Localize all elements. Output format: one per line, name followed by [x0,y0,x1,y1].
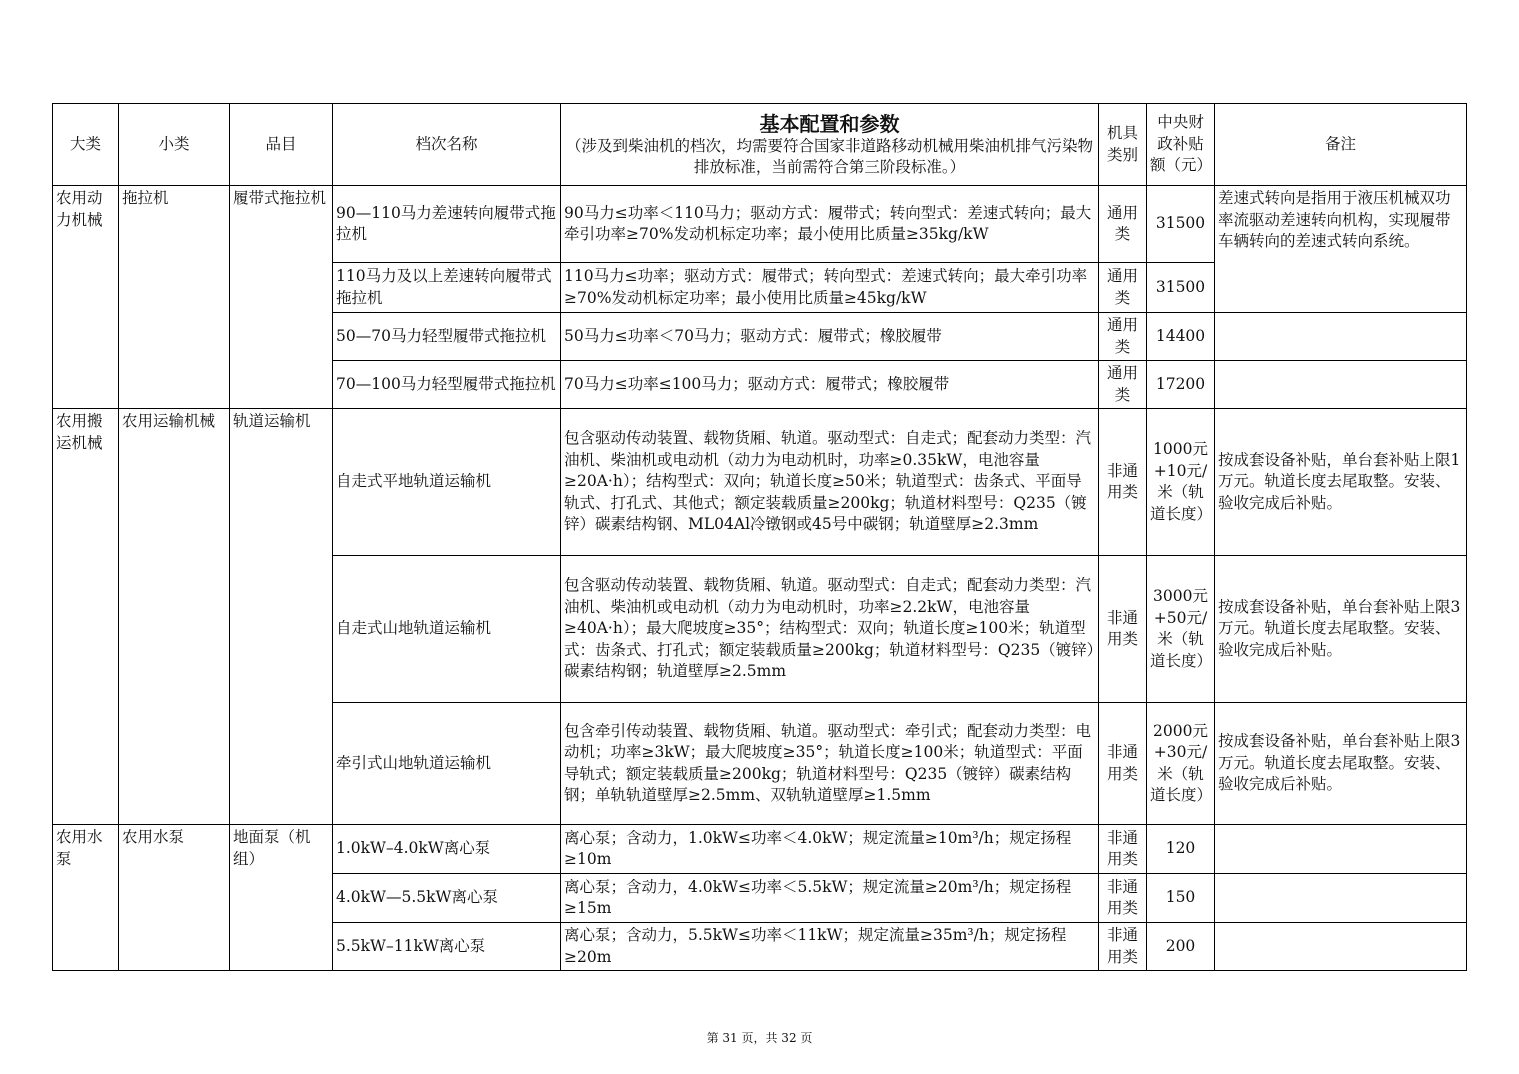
grade-name-cell: 70—100马力轻型履带式拖拉机 [333,361,561,409]
machine-type-cell: 非通用类 [1099,409,1147,556]
item-cell: 轨道运输机 [230,409,333,825]
machine-type-cell: 非通用类 [1099,874,1147,923]
machine-type-cell: 通用类 [1099,313,1147,361]
grade-name-cell: 牵引式山地轨道运输机 [333,703,561,825]
remark-cell: 按成套设备补贴，单台套补贴上限1万元。轨道长度去尾取整。安装、验收完成后补贴。 [1215,409,1467,556]
machine-type-cell: 非通用类 [1099,556,1147,703]
machine-type-cell: 通用类 [1099,361,1147,409]
subsidy-cell: 2000元+30元/米（轨道长度） [1147,703,1215,825]
grade-name-cell: 自走式山地轨道运输机 [333,556,561,703]
remark-cell [1215,825,1467,874]
subsidy-cell: 31500 [1147,263,1215,313]
machine-type-cell: 非通用类 [1099,825,1147,874]
machine-type-cell: 通用类 [1099,263,1147,313]
grade-name-cell: 110马力及以上差速转向履带式拖拉机 [333,263,561,313]
remark-cell [1215,313,1467,361]
header-subsidy: 中央财政补贴额（元） [1147,104,1215,186]
config-cell: 50马力≤功率＜70马力；驱动方式：履带式；橡胶履带 [561,313,1099,361]
table-row [53,409,1467,556]
config-cell: 包含驱动传动装置、载物货厢、轨道。驱动型式：自走式；配套动力类型：汽油机、柴油机或电动机（动力为电动机时，功率≥2.2kW，电池容量≥40A·h）；最大爬坡度≥35°；结构型式：双向；轨道长度≥100米；轨道型式：齿条式、打孔式；额定装载质量≥200kg；轨道材料型号：Q235（镀锌）碳素结构钢；轨道壁厚≥2.5mm [561,556,1099,703]
header-item: 品目 [230,104,333,186]
config-cell: 包含驱动传动装置、载物货厢、轨道。驱动型式：自走式；配套动力类型：汽油机、柴油机或电动机（动力为电动机时，功率≥0.35kW，电池容量≥20A·h）；结构型式：双向；轨道长度≥50米；轨道型式：齿条式、平面导轨式、打孔式、其他式；额定装载质量≥200kg；轨道材料型号：Q235（镀锌）碳素结构钢、ML04Al冷镦钢或45号中碳钢；轨道壁厚≥2.3mm [561,409,1099,556]
header-category: 大类 [53,104,119,186]
subsidy-cell: 120 [1147,825,1215,874]
item-cell: 地面泵（机组） [230,825,333,971]
grade-name-cell: 1.0kW–4.0kW离心泵 [333,825,561,874]
table-row [53,825,1467,874]
category-cell: 农用搬运机械 [53,409,119,825]
machine-type-cell: 非通用类 [1099,923,1147,971]
config-cell: 110马力≤功率；驱动方式：履带式；转向型式：差速式转向；最大牵引功率≥70%发动机标定功率；最小使用比质量≥45kg/kW [561,263,1099,313]
header-remark: 备注 [1215,104,1467,186]
subsidy-cell: 31500 [1147,186,1215,263]
config-cell: 离心泵；含动力，1.0kW≤功率＜4.0kW；规定流量≥10m³/h；规定扬程≥10m [561,825,1099,874]
config-cell: 包含牵引传动装置、载物货厢、轨道。驱动型式：牵引式；配套动力类型：电动机；功率≥3kW；最大爬坡度≥35°；轨道长度≥100米；轨道型式：平面导轨式；额定装载质量≥200kg；轨道材料型号：Q235（镀锌）碳素结构钢；单轨轨道壁厚≥2.5mm、双轨轨道壁厚≥1.5mm [561,703,1099,825]
remark-cell [1215,923,1467,971]
remark-cell: 按成套设备补贴，单台套补贴上限3万元。轨道长度去尾取整。安装、验收完成后补贴。 [1215,556,1467,703]
item-cell: 履带式拖拉机 [230,186,333,409]
subsidy-cell: 3000元+50元/米（轨道长度） [1147,556,1215,703]
remark-cell: 差速式转向是指用于液压机械双功率流驱动差速转向机构，实现履带车辆转向的差速式转向系统。 [1215,186,1467,313]
header-config-title: 基本配置和参数 [759,111,900,136]
config-cell: 离心泵；含动力，4.0kW≤功率＜5.5kW；规定流量≥20m³/h；规定扬程≥15m [561,874,1099,923]
header-row [53,104,1467,186]
grade-name-cell: 自走式平地轨道运输机 [333,409,561,556]
remark-cell: 按成套设备补贴，单台套补贴上限3万元。轨道长度去尾取整。安装、验收完成后补贴。 [1215,703,1467,825]
grade-name-cell: 5.5kW–11kW离心泵 [333,923,561,971]
header-subcategory: 小类 [119,104,230,186]
header-config-note: （涉及到柴油机的档次，均需要符合国家非道路移动机械用柴油机排气污染物排放标准，当前需符合第三阶段标准。） [565,136,1093,176]
header-machine-type: 机具类别 [1099,104,1147,186]
subsidy-cell: 1000元+10元/米（轨道长度） [1147,409,1215,556]
header-grade-name: 档次名称 [333,104,561,186]
table-row [53,186,1467,263]
page-number: 第 31 页，共 32 页 [706,1031,813,1045]
subsidy-cell: 200 [1147,923,1215,971]
category-cell: 农用动力机械 [53,186,119,409]
config-cell: 90马力≤功率＜110马力；驱动方式：履带式；转向型式：差速式转向；最大牵引功率≥70%发动机标定功率；最小使用比质量≥35kg/kW [561,186,1099,263]
grade-name-cell: 90—110马力差速转向履带式拖拉机 [333,186,561,263]
remark-cell [1215,361,1467,409]
category-cell: 农用水泵 [53,825,119,971]
subsidy-cell: 14400 [1147,313,1215,361]
remark-cell [1215,874,1467,923]
subcategory-cell: 农用运输机械 [119,409,230,825]
config-cell: 离心泵；含动力，5.5kW≤功率＜11kW；规定流量≥35m³/h；规定扬程≥20m [561,923,1099,971]
subcategory-cell: 农用水泵 [119,825,230,971]
grade-name-cell: 50—70马力轻型履带式拖拉机 [333,313,561,361]
subsidy-cell: 150 [1147,874,1215,923]
header-config [561,104,1099,186]
config-cell: 70马力≤功率≤100马力；驱动方式：履带式；橡胶履带 [561,361,1099,409]
grade-name-cell: 4.0kW—5.5kW离心泵 [333,874,561,923]
subsidy-cell: 17200 [1147,361,1215,409]
machine-type-cell: 非通用类 [1099,703,1147,825]
subsidy-table [52,103,1467,971]
machine-type-cell: 通用类 [1099,186,1147,263]
subcategory-cell: 拖拉机 [119,186,230,409]
